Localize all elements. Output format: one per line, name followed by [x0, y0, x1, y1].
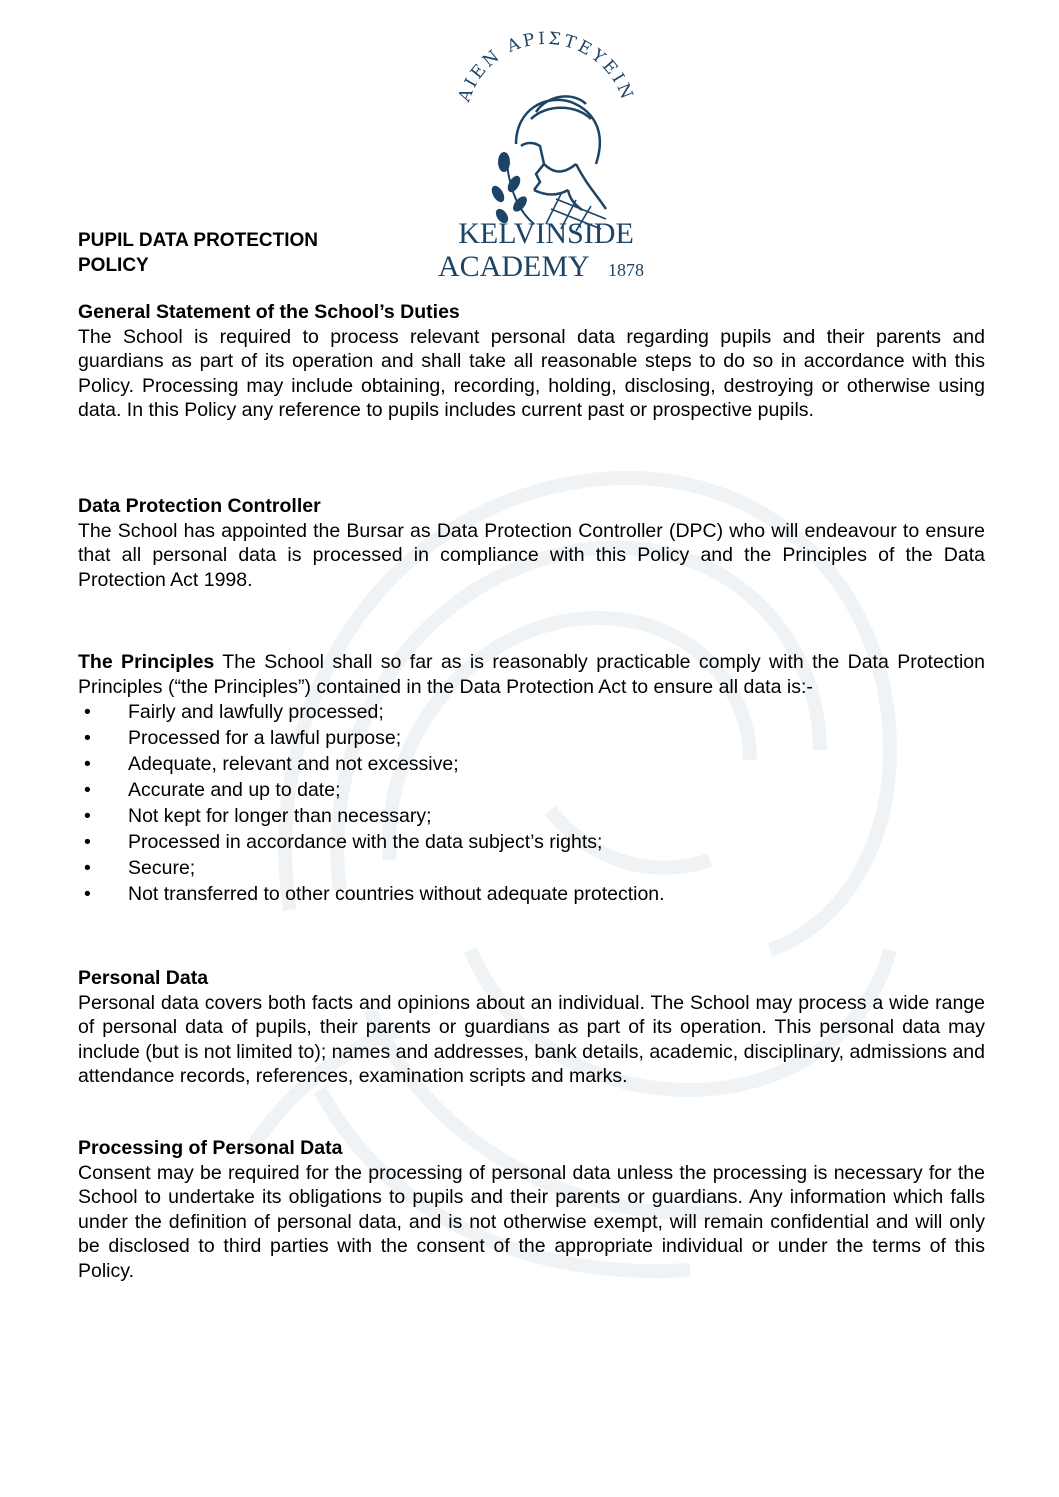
section-heading: Data Protection Controller: [78, 495, 321, 517]
bullet-icon: •: [84, 779, 91, 801]
bullet-icon: •: [84, 701, 91, 723]
section-general-statement: [78, 300, 985, 494]
list-item: • Secure;: [84, 857, 196, 879]
section-text: Consent may be required for the processing of personal data unless the processing is necessary for the School to undertake its obligations to pupils and their parents or guardians. Any information which falls under the definition of personal data, and is not otherwise exempt, will remain confidential and will only be disclosed to third parties with the consent of the appropriate individual or under the terms of this Policy.: [78, 1161, 985, 1282]
bullet-icon: •: [84, 857, 91, 879]
bullet-icon: •: [84, 753, 91, 775]
principles-intro-text: The School shall so far as is reasonably practicable comply with the Data Protection Principles (“the Principles”) contained in the Data Protection Act to ensure all data is:-: [78, 651, 985, 698]
page-title: PUPIL DATA PROTECTION POLICY: [78, 230, 318, 276]
document-body: [78, 300, 985, 1283]
list-item: • Not kept for longer than necessary;: [84, 805, 432, 827]
bullet-icon: •: [84, 805, 91, 827]
svg-text:ΑΙΕΝ ΑΡΙΣΤΕΥΕΙΝ: ΑΙΕΝ ΑΡΙΣΤΕΥΕΙΝ: [454, 28, 638, 105]
section-heading: Processing of Personal Data: [78, 1137, 343, 1159]
section-principles: [78, 650, 985, 907]
section-processing-personal-data: [78, 1136, 985, 1283]
section-heading: Personal Data: [78, 967, 209, 989]
list-item: • Adequate, relevant and not excessive;: [84, 753, 459, 775]
list-item: • Processed for a lawful purpose;: [84, 727, 402, 749]
section-text: Personal data covers both facts and opinions about an individual. The School may process a wide range of personal data of pupils, their parents or guardians as part of its operation. This personal data may include (but is not limited to); names and addresses, bank details, academic, disciplinary, admissions and attendance records, references, examination scripts and marks.: [78, 991, 985, 1087]
section-text: The School is required to process relevant personal data regarding pupils and their parents and guardians as part of its operation and shall take all reasonable steps to do so in accordance with this Policy. Processing may include obtaining, recording, holding, disclosing, destroying or otherwise using data. In this Policy any reference to pupils includes current past or prospective pupils.: [78, 325, 985, 421]
principles-list: [78, 699, 985, 907]
school-crest-logo: [436, 24, 656, 286]
list-item: • Fairly and lawfully processed;: [84, 701, 384, 723]
section-text: The School has appointed the Bursar as Data Protection Controller (DPC) who will endeavour to ensure that all personal data is processed in compliance with this Policy and the Principles of the Data Protection Act 1998.: [78, 519, 985, 591]
section-heading: General Statement of the School’s Duties: [78, 301, 460, 323]
bullet-icon: •: [84, 831, 91, 853]
principles-heading: The Principles: [78, 651, 215, 673]
list-item: • Processed in accordance with the data subject’s rights;: [84, 831, 603, 853]
list-item: • Accurate and up to date;: [84, 779, 341, 801]
svg-text:KELVINSIDE: KELVINSIDE: [458, 217, 634, 250]
section-personal-data: [78, 966, 985, 1136]
bullet-icon: •: [84, 727, 91, 749]
principles-intro: [78, 650, 985, 699]
svg-text:ACADEMY: ACADEMY: [438, 250, 590, 283]
bullet-icon: •: [84, 883, 91, 905]
svg-text:1878: 1878: [608, 260, 644, 280]
section-data-protection-controller: [78, 494, 985, 650]
list-item: • Not transferred to other countries without adequate protection.: [84, 883, 665, 905]
